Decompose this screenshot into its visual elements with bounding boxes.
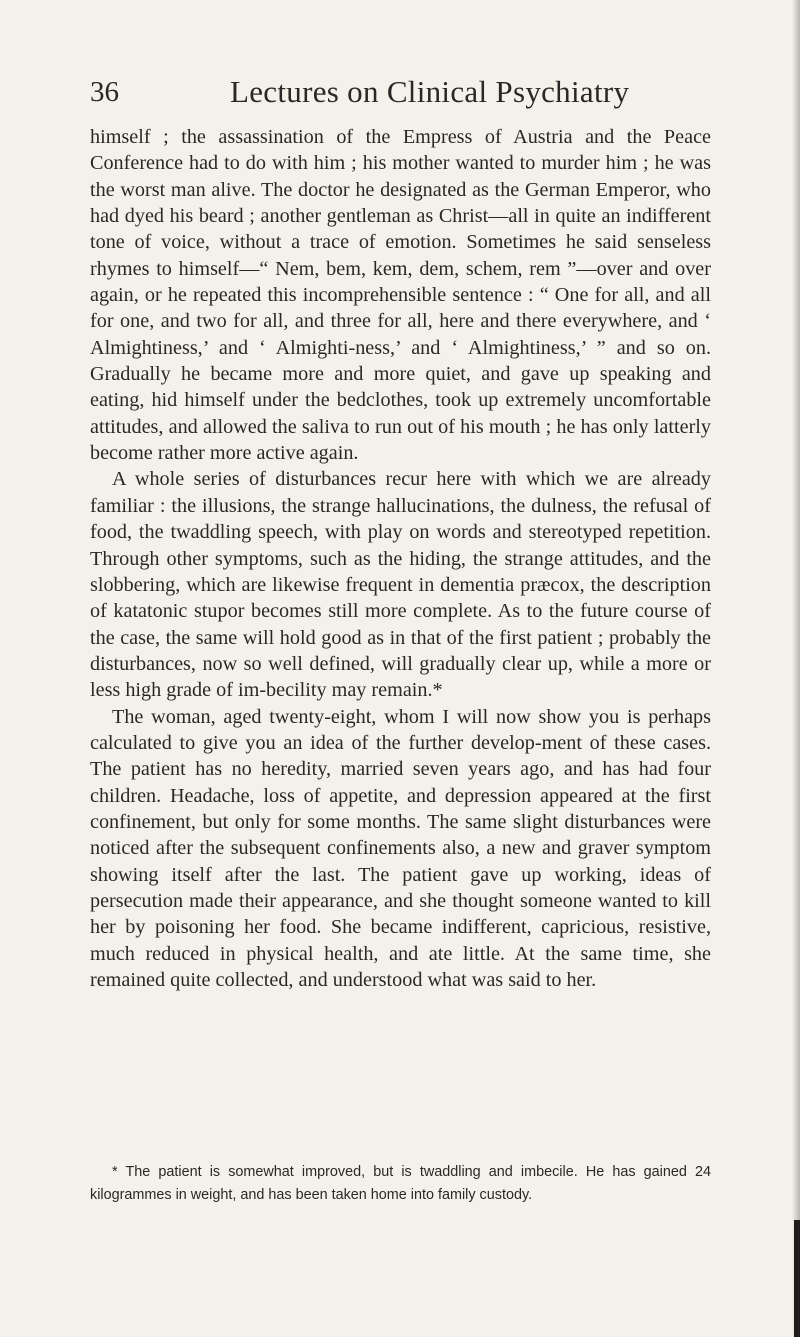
page-number: 36 <box>90 76 119 108</box>
page-edge-dark-corner <box>794 1220 800 1337</box>
footnote: * The patient is somewhat improved, but is twaddling and imbecile. He has gained 24 kilogrammes in weight, and has been taken home into family custody. <box>90 1164 711 1203</box>
paragraph-woman-case: The woman, aged twenty-eight, whom I will now show you is perhaps calculated to give you an idea of the further develop-ment of these cases. The patient has no heredity, married seven years ago, and has had four children. Headache, loss of appetite, and depression appeared at the first confinement, but only for some months. The same slight disturbances were noticed after the subsequent confinements also, a new and graver symptom showing itself after the last. The patient gave up working, ideas of persecution made their appearance, and she thought someone wanted to kill her by poisoning her food. She became indifferent, capricious, resistive, much reduced in physical health, and ate little. At the same time, she remained quite collected, and understood what was said to her. <box>90 705 711 991</box>
paragraph-continued: himself ; the assassination of the Empress of Austria and the Peace Conference had to do with him ; his mother wanted to murder him ; he was the worst man alive. The doctor he designated as the German Emperor, who had dyed his beard ; another gentleman as Christ—all in quite an indifferent tone of voice, without a trace of emotion. Sometimes he said senseless rhymes to himself—“ Nem, bem, kem, dem, schem, rem ”—over and over again, or he repeated this incomprehensible sentence : “ One for all, and all for one, and two for all, and three for all, here and there everywhere, and ‘ Almightiness,’ and ‘ Almighti-ness,’ and ‘ Almightiness,’ ” and so on. Gradually he became more and more quiet, and gave up speaking and eating, hid himself under the bedclothes, took up extremely uncomfortable attitudes, and allowed the saliva to run out of his mouth ; he has only latterly become rather more active again. <box>90 126 711 465</box>
paragraph-disturbances: A whole series of disturbances recur here with which we are already familiar : the illusions, the strange hallucinations, the dulness, the refusal of food, the twaddling speech, with play on words and stereotyped repetition. Through other symptoms, such as the hiding, the strange attitudes, and the slobbering, which are likewise frequent in dementia præcox, the description of katatonic stupor becomes still more complete. As to the future course of the case, the same will hold good as in that of the first patient ; probably the disturbances, now so well defined, will gradually clear up, while a more or less high grade of im-becility may remain.* <box>90 468 711 702</box>
page-edge-shadow <box>792 0 800 1337</box>
running-title: Lectures on Clinical Psychiatry <box>230 74 630 109</box>
page-header <box>90 72 710 112</box>
body-text <box>90 124 711 993</box>
